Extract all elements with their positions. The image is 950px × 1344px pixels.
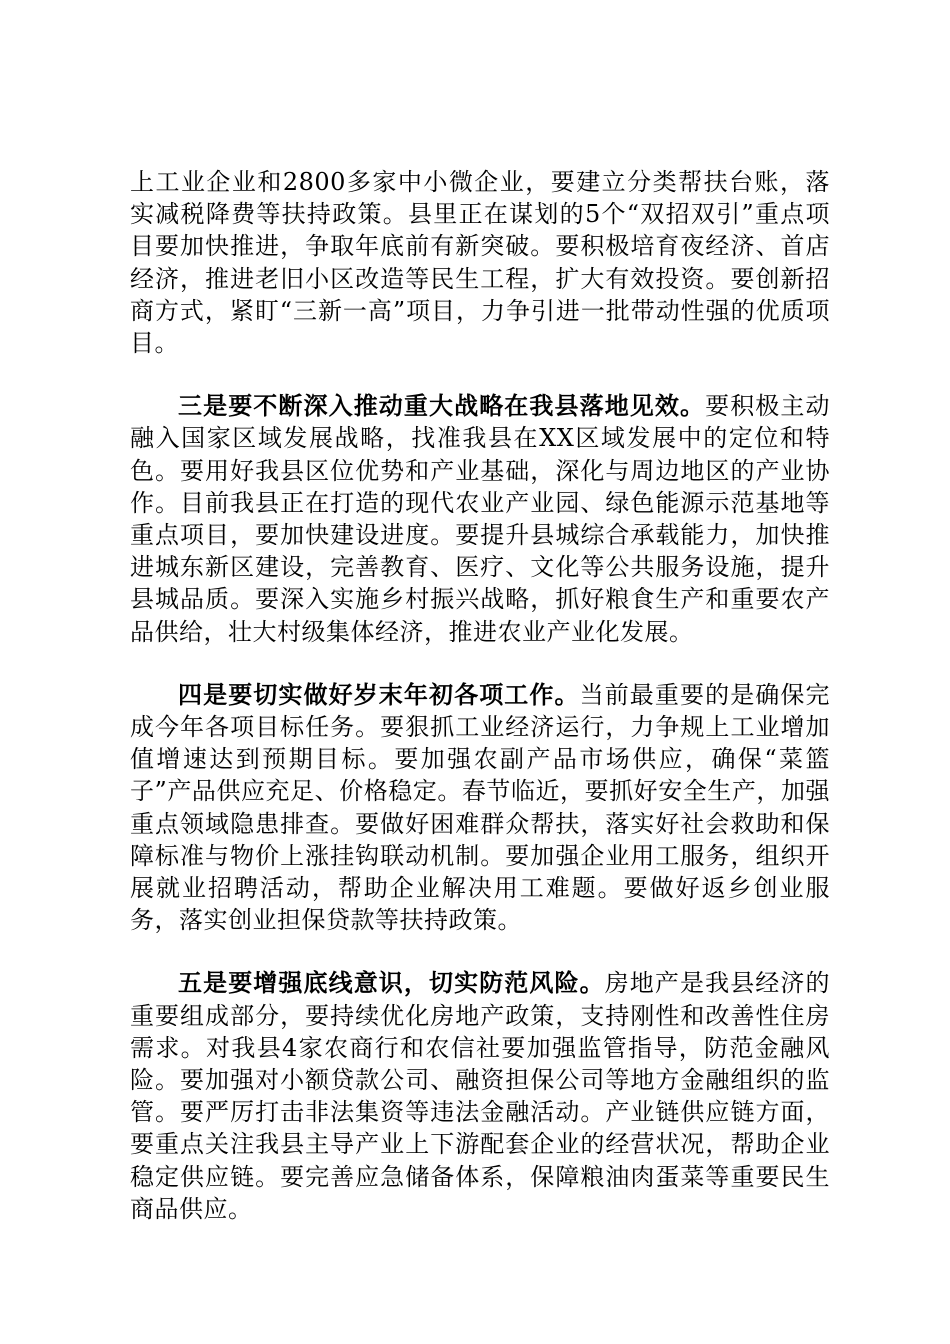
- section-heading: 五是要增强底线意识，切实防范风险。: [178, 968, 605, 998]
- paragraph-section-three: [130, 390, 830, 648]
- paragraph-continuation: [130, 166, 830, 359]
- paragraph-section-five: [130, 967, 830, 1225]
- section-heading: 三是要不断深入推动重大战略在我县落地见效。: [178, 391, 706, 421]
- paragraph-text: 要积极主动融入国家区域发展战略，找准我县在XX区域发展中的定位和特色。要用好我县区位优势和产业基础，深化与周边地区的产业协作。目前我县正在打造的现代农业产业园、绿色能源示范基地等重点项目，要加快建设进度。要提升县城综合承载能力，加快推进城东新区建设，完善教育、医疗、文化等公共服务设施，提升县城品质。要深入实施乡村振兴战略，抓好粮食生产和重要农产品供给，壮大村级集体经济，推进农业产业化发展。: [130, 392, 831, 646]
- document-body: [130, 166, 830, 1256]
- paragraph-text: 上工业企业和2800多家中小微企业，要建立分类帮扶台账，落实减税降费等扶持政策。县里正在谋划的5个“双招双引”重点项目要加快推进，争取年底前有新突破。要积极培育夜经济、首店经济，推进老旧小区改造等民生工程，扩大有效投资。要创新招商方式，紧盯“三新一高”项目，力争引进一批带动性强的优质项目。: [130, 168, 830, 358]
- paragraph-section-four: [130, 679, 830, 937]
- paragraph-text: 房地产是我县经济的重要组成部分，要持续优化房地产政策，支持刚性和改善性住房需求。对我县4家农商行和农信社要加强监管指导，防范金融风险。要加强对小额贷款公司、融资担保公司等地方金融组织的监管。要严厉打击非法集资等违法金融活动。产业链供应链方面，要重点关注我县主导产业上下游配套企业的经营状况，帮助企业稳定供应链。要完善应急储备体系，保障粮油肉蛋菜等重要民生商品供应。: [130, 969, 831, 1223]
- section-heading: 四是要切实做好岁末年初各项工作。: [178, 679, 580, 709]
- paragraph-text: 当前最重要的是确保完成今年各项目标任务。要狠抓工业经济运行，力争规上工业增加值增速达到预期目标。要加强农副产品市场供应，确保“菜篮子”产品供应充足、价格稳定。春节临近，要抓好安全生产，加强重点领域隐患排查。要做好困难群众帮扶，落实好社会救助和保障标准与物价上涨挂钩联动机制。要加强企业用工服务，组织开展就业招聘活动，帮助企业解决用工难题。要做好返乡创业服务，落实创业担保贷款等扶持政策。: [130, 680, 831, 935]
